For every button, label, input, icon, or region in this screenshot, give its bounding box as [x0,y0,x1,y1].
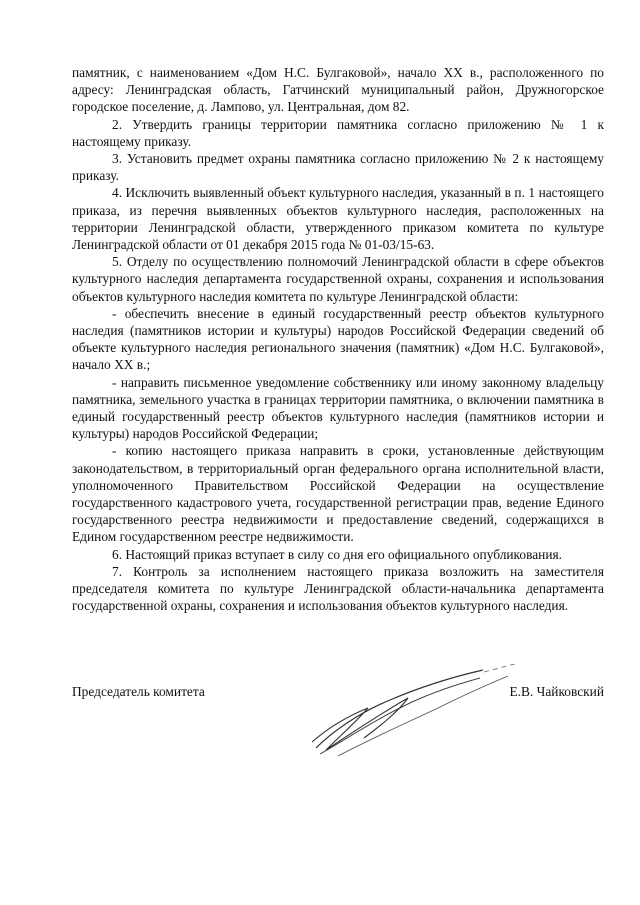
paragraph-subitem-send-copy: - копию настоящего приказа направить в сроки, установленные действующим законодательством, в территориальный орган федерального органа исполнительной власти, уполномоченного Правительством Российской Федерации на осуществление государственного кадастрового учета, государственной регистрации прав, ведение Единого государственного реестра недвижимости и предоставление сведений, содержащихся в Едином государственном реестре недвижимости. [72,443,604,545]
paragraph-item-2: 2. Утвердить границы территории памятника согласно приложению № 1 к настоящему приказу. [72,116,604,149]
paragraph-subitem-register: - обеспечить внесение в единый государственный реестр объектов культурного наследия (памятников истории и культуры) народов Российской Федерации сведений об объекте культурного наследия регионального значения (памятник) «Дом Н.С. Булгаковой», начало XX в.; [72,305,604,373]
paragraph-item-6: 6. Настоящий приказ вступает в силу со дня его официального опубликования. [112,546,562,562]
paragraph-item-7: 7. Контроль за исполнением настоящего приказа возложить на заместителя председателя комитета по культуре Ленинградской области-начальника департамента государственной охраны, сохранения и использования объектов культурного наследия. [72,563,604,614]
paragraph-monument-address: памятник, с наименованием «Дом Н.С. Булгаковой», начало XX в., расположенного по адресу: Ленинградская область, Гатчинский муниципальный район, Дружногорское городское поселение, д. Лампово, ул. Центральная, дом 82. [72,65,604,115]
paragraph-item-3: 3. Установить предмет охраны памятника согласно приложению № 2 к настоящему приказу. [72,151,604,184]
signatory-name: Е.В. Чайковский [509,684,604,699]
paragraph-item-4: 4. Исключить выявленный объект культурного наследия, указанный в п. 1 настоящего приказа, из перечня выявленных объектов культурного наследия, расположенных на территории Ленинградской области, утвержденного приказом комитета по культуре Ленинградской области от 01 декабря 2015 года № 01-03/15-63. [72,185,604,253]
paragraph-item-5: 5. Отделу по осуществлению полномочий Ленинградской области в сфере объектов культурного наследия департамента государственной охраны, сохранения и использования объектов культурного наследия комитета по культуре Ленинградской области: [72,254,604,304]
handwritten-signature [308,664,538,764]
document-body [72,64,604,615]
signatory-title: Председатель комитета [72,684,205,699]
signature-block [72,684,604,774]
paragraph-subitem-notify-owner: - направить письменное уведомление собственнику или иному законному владельцу памятника, земельного участка в границах территории памятника, о включении памятника в единый государственный реестр объектов культурного наследия (памятников истории и культуры) народов Российской Федерации; [72,374,604,442]
